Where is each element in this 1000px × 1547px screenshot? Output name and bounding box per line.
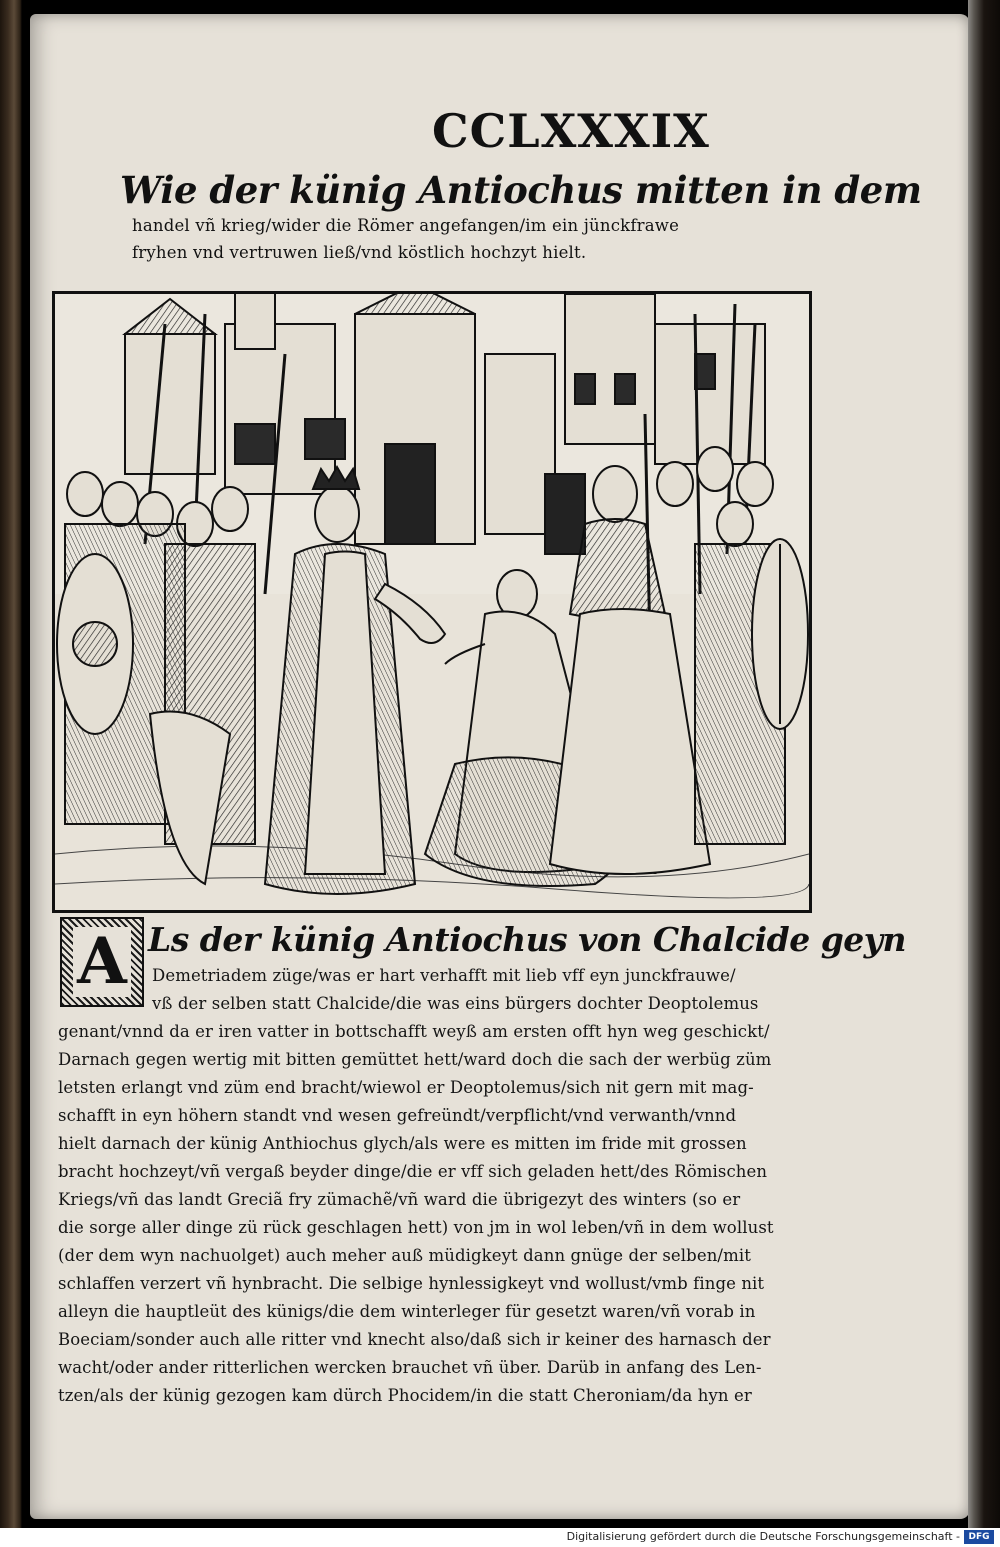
body-line: Demetriadem züge/was er hart verhafft mit lieb vff eyn junckfrauwe/: [152, 966, 736, 985]
page-edge-shadow: [968, 0, 1000, 1528]
body-line: Boeciam/sonder auch alle ritter vnd knecht also/daß sich ir keiner des harnasch der: [58, 1330, 771, 1349]
body-line: hielt darnach der künig Anthiochus glych/als were es mitten im fride mit grossen: [58, 1134, 747, 1153]
dfg-logo: DFG: [964, 1530, 994, 1544]
body-line: Darnach gegen wertig mit bitten gemüttet hett/ward doch die sach der werbüg züm: [58, 1050, 772, 1069]
digitization-footer: [0, 1528, 1000, 1547]
initial-letter: A: [73, 927, 131, 997]
body-line: schafft in eyn höhern standt vnd wesen gefreündt/verpflicht/vnd verwanth/vnnd: [58, 1106, 737, 1125]
chapter-heading-title: Wie der künig Antiochus mitten in dem: [120, 168, 922, 212]
body-line: Kriegs/vñ das landt Greciã fry zümachẽ/vñ ward die übrigezyt des winters (so er: [58, 1190, 741, 1209]
body-line: genant/vnnd da er iren vatter in bottschafft weyß am ersten offt hyn weg geschickt/: [58, 1022, 770, 1041]
folio-number: CCLXXXIX: [432, 104, 710, 158]
body-line: wacht/oder ander ritterlichen wercken brauchet vñ über. Darüb in anfang des Len-: [58, 1358, 762, 1377]
body-line: schlaffen verzert vñ hynbracht. Die selbige hynlessigkeyt vnd wollust/vmb finge nit: [58, 1274, 765, 1293]
body-line: (der dem wyn nachuolget) auch meher auß müdigkeyt dann gnüge der selben/mit: [58, 1246, 751, 1265]
body-line: die sorge aller dinge zü rück geschlagen hett) von jm in wol leben/vñ in dem wollust: [58, 1218, 774, 1237]
body-line: tzen/als der künig gezogen kam dürch Phocidem/in die statt Cheroniam/da hyn er: [58, 1386, 752, 1405]
body-line: letsten erlangt vnd züm end bracht/wiewol er Deoptolemus/sich nit gern mit mag-: [58, 1078, 754, 1097]
body-line: vß der selben statt Chalcide/die was eins bürgers dochter Deoptolemus: [152, 994, 759, 1013]
body-line: alleyn die hauptleüt des künigs/die dem winterleger für gesetzt waren/vñ vorab in: [58, 1302, 756, 1321]
chapter-heading-line: handel vñ krieg/wider die Römer angefangen/im ein jünckfrawe: [132, 216, 680, 235]
woodcut-illustration: [52, 291, 812, 913]
body-line: bracht hochzeyt/vñ vergaß beyder dinge/die er vff sich geladen hett/des Römischen: [58, 1162, 768, 1181]
woodcut-drawing: [55, 294, 809, 910]
footer-credit: Digitalisierung gefördert durch die Deutsche Forschungsgemeinschaft -: [566, 1530, 960, 1543]
body-first-line: Ls der künig Antiochus von Chalcide geyn: [148, 920, 906, 959]
chapter-heading-line: fryhen vnd vertruwen ließ/vnd köstlich hochzyt hielt.: [132, 243, 587, 262]
decorated-initial: [60, 917, 144, 1007]
